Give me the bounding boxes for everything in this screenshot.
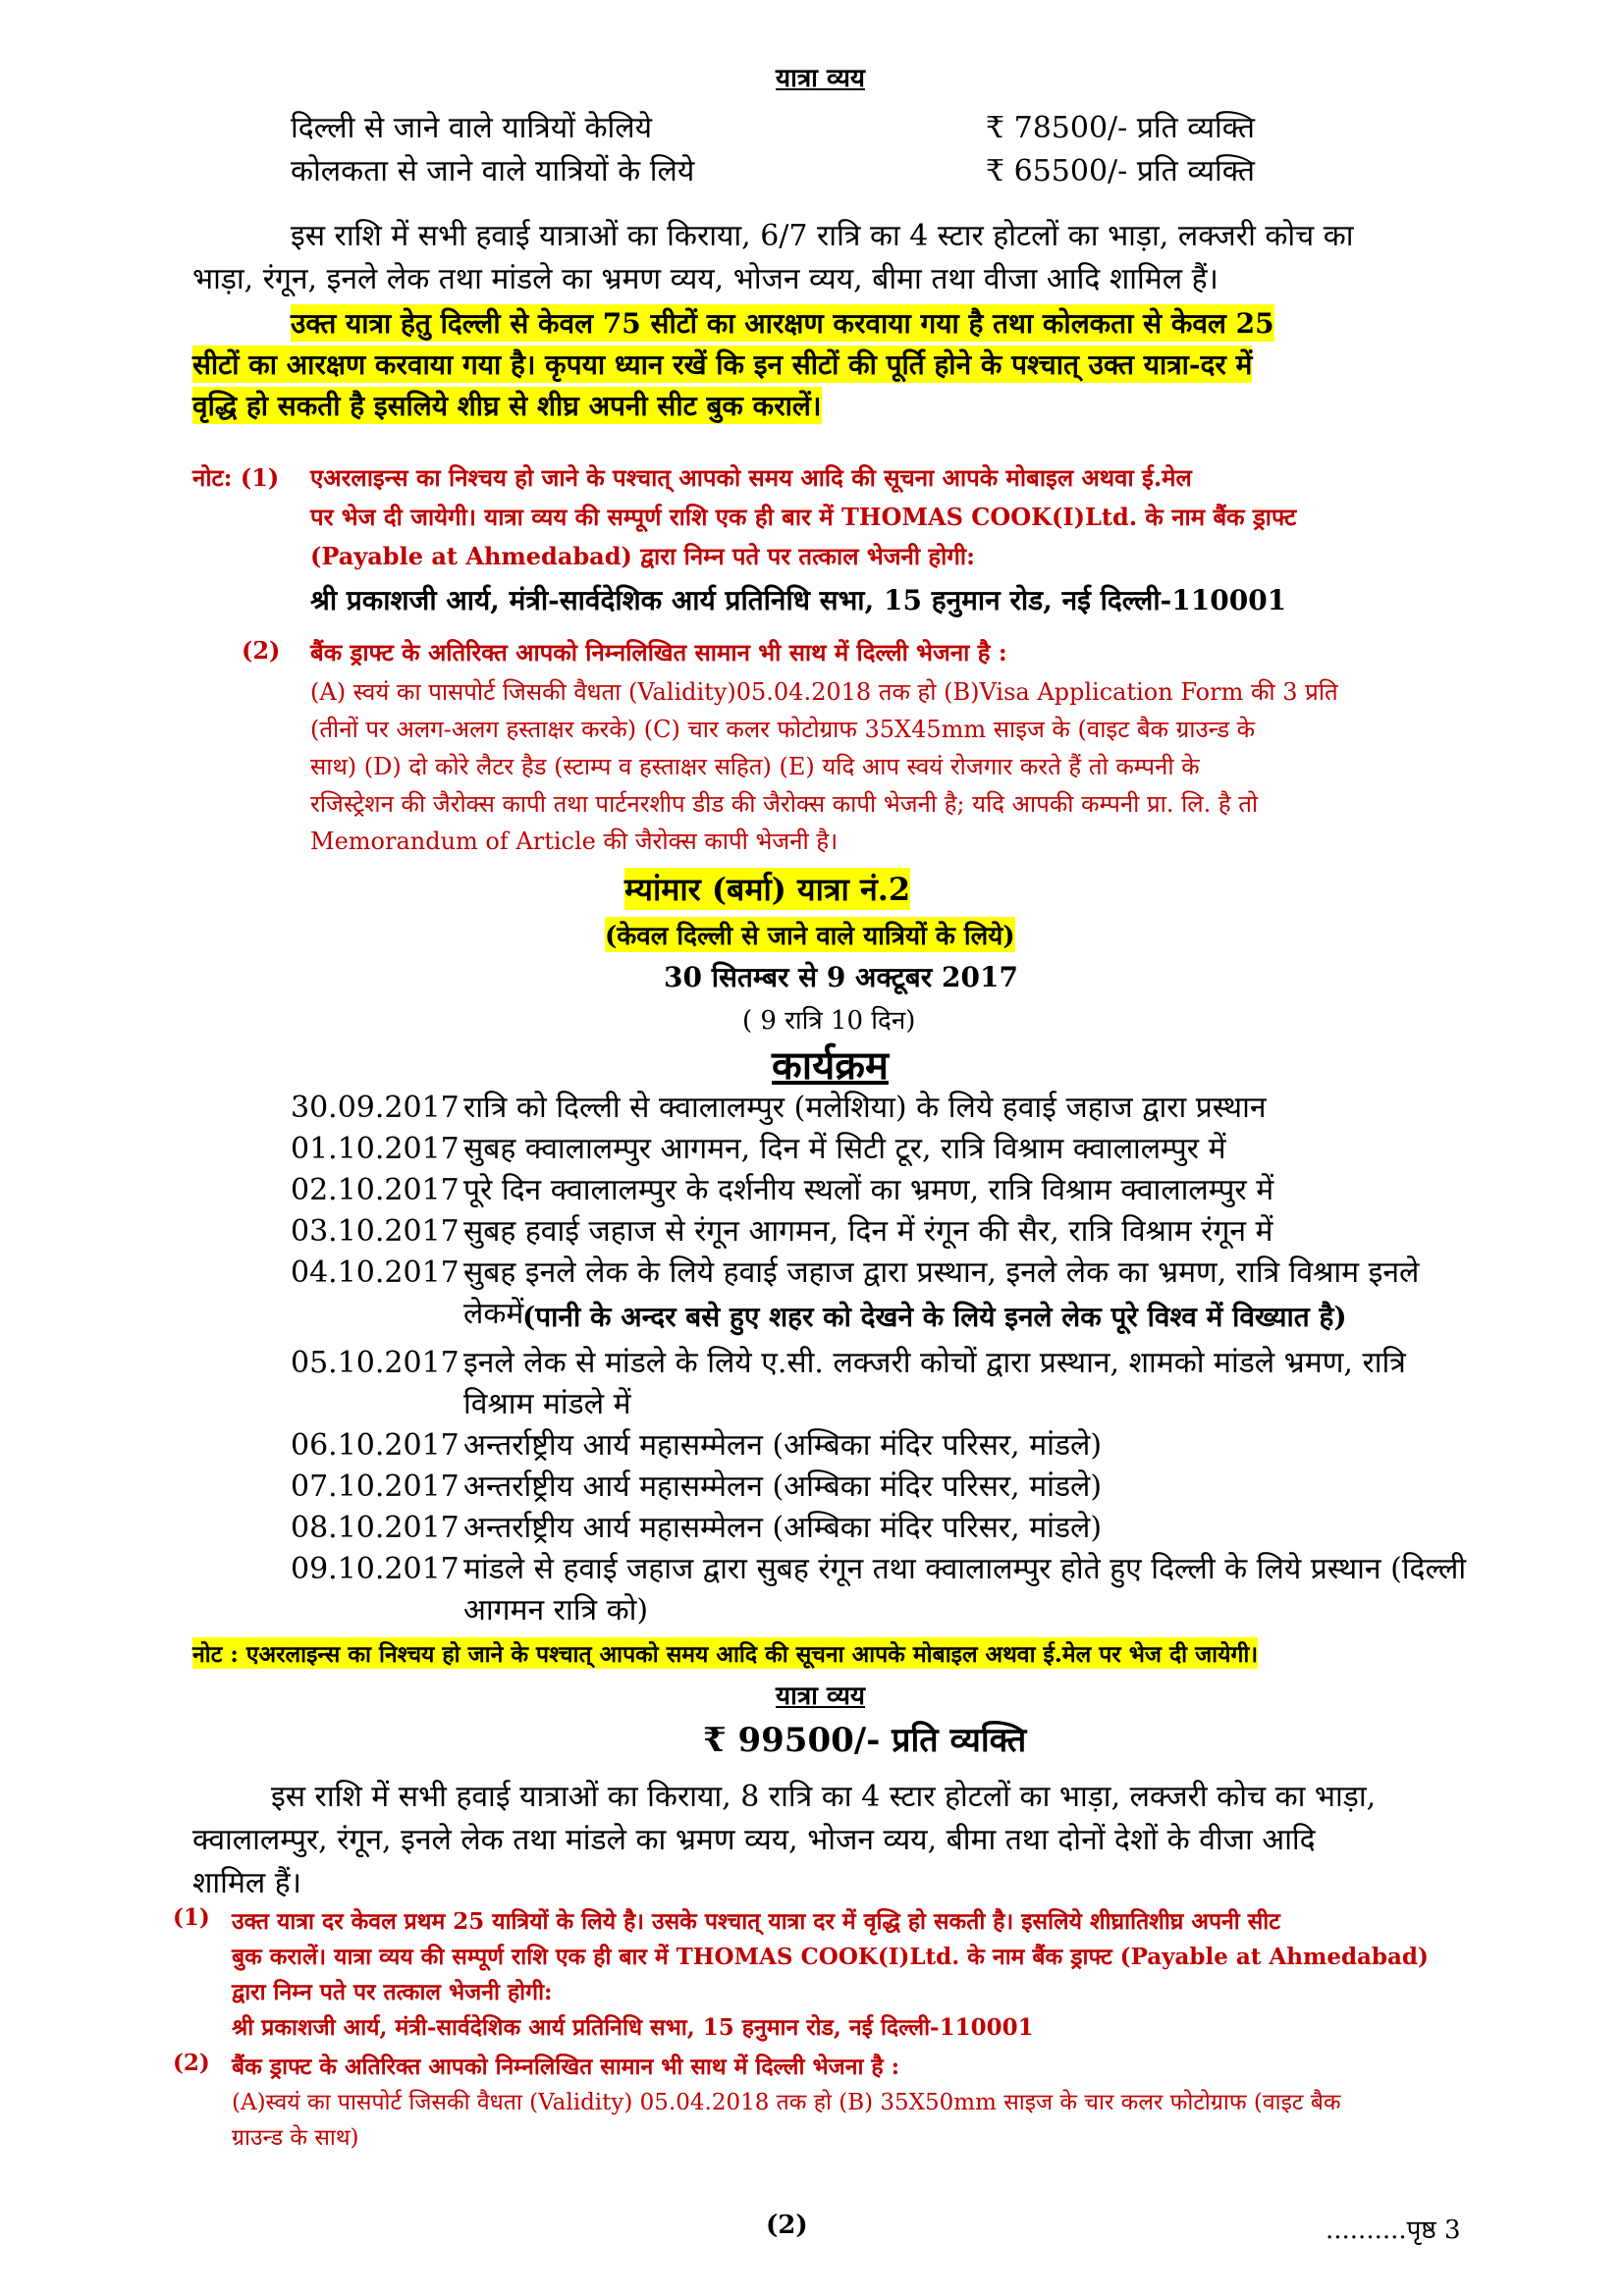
schedule-date: 02.10.2017 [291,1173,460,1207]
notes2-n1-prefix: (1) [173,1904,210,1931]
notes2-n1-line2: बुक करालें। यात्रा व्यय की सम्पूर्ण राशि एक ही बार में THOMAS COOK(I)Ltd. के नाम बैंक ड्राफ्ट (Payable at Ahmedabad) [232,1944,1429,1970]
schedule-note: (पानी के अन्दर बसे हुए शहर को देखने के लिये इनले लेक पूरे विश्व में विख्यात है) [522,1301,1347,1333]
schedule-text: अन्तर्राष्ट्रीय आर्य महासम्मेलन (अम्बिका मंदिर परिसर, मांडले) [463,1428,1103,1463]
schedule-text: सुबह क्वालालम्पुर आगमन, दिन में सिटी टूर, रात्रि विश्राम क्वालालम्पुर में [463,1132,1226,1166]
notes2-n1-line3: द्वारा निम्न पते पर तत्काल भेजनी होगी: [232,1979,553,2005]
cost-row-delhi-label: दिल्ली से जाने वाले यात्रियों केलिये [291,111,652,145]
schedule-row [291,1467,1489,1508]
cost-row-kolkata-label: कोलकता से जाने वाले यात्रियों के लिये [291,154,695,188]
schedule-text: आगमन रात्रि को) [463,1593,649,1628]
trip2-duration: ( 9 रात्रि 10 दिन) [742,1006,916,1036]
schedule-date: 03.10.2017 [291,1214,460,1249]
notes2-n2-line2: (A)स्वयं का पासपोर्ट जिसकी वैधता (Validity) 05.04.2018 तक हो (B) 35X50mm साइज के चार कलर फोटोग्राफ (वाइट बैक [232,2090,1341,2115]
cost-row-kolkata-amount: ₹ 65500/- प्रति व्यक्ति [986,154,1255,188]
schedule-text: रात्रि को दिल्ली से क्वालालम्पुर (मलेशिया) के लिये हवाई जहाज द्वारा प्रस्थान [463,1091,1267,1125]
schedule-text: अन्तर्राष्ट्रीय आर्य महासम्मेलन (अम्बिका मंदिर परिसर, मांडले) [463,1511,1103,1545]
trip2-dates: 30 सितम्बर से 9 अक्टूबर 2017 [664,961,1018,993]
schedule-date: 07.10.2017 [291,1469,460,1504]
schedule-date: 08.10.2017 [291,1511,460,1545]
schedule-date: 06.10.2017 [291,1428,460,1463]
notes2-n2-line1: बैंक ड्राफ्ट के अतिरिक्त आपको निम्नलिखित सामान भी साथ में दिल्ली भेजना है : [232,2054,900,2080]
cost2-paragraph-line1: इस राशि में सभी हवाई यात्राओं का किराया, 8 रात्रि का 4 स्टार होटलों का भाड़ा, लक्जरी कोच का भाड़ा, [271,1780,1377,1814]
cost2-paragraph-line3: शामिल हैं। [192,1866,302,1900]
schedule-date: 01.10.2017 [291,1132,460,1166]
note1-n2-line6: Memorandum of Article की जैरोक्स कापी भेजनी है। [310,828,839,855]
schedule-date: 30.09.2017 [291,1091,460,1125]
schedule-text: अन्तर्राष्ट्रीय आर्य महासम्मेलन (अम्बिका मंदिर परिसर, मांडले) [463,1469,1103,1504]
note1-n2-line5: रजिस्ट्रेशन की जैरोक्स कापी तथा पार्टनरशीप डीड की जैरोक्स कापी भेजनी है; यदि आपकी कम्पनी प्रा. लि. है तो [310,790,1259,818]
programme-heading: कार्यक्रम [772,1042,889,1089]
schedule-row [291,1590,1489,1631]
cost2-amount: ₹ 99500/- प्रति व्यक्ति [703,1721,1027,1760]
schedule-list-2 [291,1343,1489,1631]
schedule-date: 09.10.2017 [291,1552,460,1586]
note1-line3: (Payable at Ahmedabad) द्वारा निम्न पते पर तत्काल भेजनी होगी: [310,542,975,570]
notes2-n1-address: श्री प्रकाशजी आर्य, मंत्री-सार्वदेशिक आर्य प्रतिनिधि सभा, 15 हनुमान रोड, नई दिल्ली-110001 [232,2014,1034,2041]
airline-note: नोट : एअरलाइन्स का निश्चय हो जाने के पश्चात् आपको समय आदि की सूचना आपके मोबाइल अथवा ई.मेल पर भेज दी जायेगी। [192,1637,1258,1669]
note1-line1: एअरलाइन्स का निश्चय हो जाने के पश्चात् आपको समय आदि की सूचना आपके मोबाइल अथवा ई.मेल [310,463,1192,492]
schedule-text: इनले लेक से मांडले के लिये ए.सी. लक्जरी कोचों द्वारा प्रस्थान, शामको मांडले भ्रमण, रात्रि [463,1346,1406,1380]
note1-n2-line2: (A) स्वयं का पासपोर्ट जिसकी वैधता (Validity)05.04.2018 तक हो (B)Visa Application Form की 3 प्रति [310,678,1338,706]
schedule-text: विश्राम मांडले में [463,1387,631,1421]
cost-row-delhi-amount: ₹ 78500/- प्रति व्यक्ति [986,111,1255,145]
schedule-row [291,1170,1489,1211]
schedule-row [291,1508,1489,1549]
schedule-row [291,1384,1489,1425]
schedule-row [291,1129,1489,1170]
schedule-date: 04.10.2017 [291,1255,460,1290]
schedule-text: सुबह इनले लेक के लिये हवाई जहाज द्वारा प्रस्थान, इनले लेक का भ्रमण, रात्रि विश्राम इनले लेकमें [463,1255,1420,1331]
schedule-row [291,1549,1489,1590]
note1-line2: पर भेज दी जायेगी। यात्रा व्यय की सम्पूर्ण राशि एक ही बार में THOMAS COOK(I)Ltd. के नाम बैंक ड्राफ्ट [310,503,1297,531]
cost2-heading: यात्रा व्यय [776,1682,866,1711]
highlight-line1: उक्त यात्रा हेतु दिल्ली से केवल 75 सीटों का आरक्षण करवाया गया है तथा कोलकता से केवल 25 [291,304,1274,342]
schedule-text: मांडले से हवाई जहाज द्वारा सुबह रंगून तथा क्वालालम्पुर होते हुए दिल्ली के लिये प्रस्थान (दिल्ली [463,1552,1467,1586]
schedule-row [291,1211,1489,1253]
notes2-n2-prefix: (2) [173,2050,210,2076]
note1-address: श्री प्रकाशजी आर्य, मंत्री-सार्वदेशिक आर्य प्रतिनिधि सभा, 15 हनुमान रोड, नई दिल्ली-110001 [310,584,1287,616]
cost-paragraph-line1: इस राशि में सभी हवाई यात्राओं का किराया, 6/7 रात्रि का 4 स्टार होटलों का भाड़ा, लक्जरी कोच का [291,219,1354,253]
note1-n2-line1: बैंक ड्राफ्ट के अतिरिक्त आपको निम्नलिखित सामान भी साथ में दिल्ली भेजना है : [310,638,1007,667]
notes2-n1-line1: उक्त यात्रा दर केवल प्रथम 25 यात्रियों के लिये है। उसके पश्चात् यात्रा दर में वृद्धि हो सकती है। इसलिये शीघ्रातिशीघ्र अपनी सीट [232,1908,1280,1935]
trip2-subtitle: (केवल दिल्ली से जाने वाले यात्रियों के लिये) [605,917,1015,952]
trip2-title: म्यांमार (बर्मा) यात्रा नं.2 [624,868,910,910]
note1-prefix: नोट: (1) [192,463,280,492]
schedule-row [291,1088,1489,1129]
schedule-row [291,1343,1489,1384]
page-number: (2) [766,2211,808,2240]
cost-paragraph-line2: भाड़ा, रंगून, इनले लेक तथा मांडले का भ्रमण व्यय, भोजन व्यय, बीमा तथा वीजा आदि शामिल हैं। [192,262,1218,296]
schedule-row [291,1425,1489,1467]
notes2-n2-line3: ग्राउन्ड के साथ) [232,2125,359,2151]
note1-n2-line3: (तीनों पर अलग-अलग हस्ताक्षर करके) (C) चार कलर फोटोग्राफ 35X45mm साइज के (वाइट बैक ग्राउन्ड के [310,716,1256,743]
note1-n2-line4: साथ) (D) दो कोरे लैटर हैड (स्टाम्प व हस्ताक्षर सहित) (E) यदि आप स्वयं रोजगार करते हैं तो कम्पनी के [310,753,1200,780]
note1-n2-prefix: (2) [242,636,281,665]
schedule-text: सुबह हवाई जहाज से रंगून आगमन, दिन में रंगून की सैर, रात्रि विश्राम रंगून में [463,1214,1273,1249]
next-page-marker: ..........पृष्ठ 3 [1326,2216,1461,2245]
schedule-text: पूरे दिन क्वालालम्पुर के दर्शनीय स्थलों का भ्रमण, रात्रि विश्राम क्वालालम्पुर में [463,1173,1274,1207]
cost-heading: यात्रा व्यय [776,64,866,93]
schedule-date: 05.10.2017 [291,1346,460,1380]
highlight-line3: वृद्धि हो सकती है इसलिये शीघ्र से शीघ्र अपनी सीट बुक करालें। [192,387,822,424]
schedule-date [291,1384,463,1425]
schedule-date [291,1590,463,1631]
cost2-paragraph-line2: क्वालालम्पुर, रंगून, इनले लेक तथा मांडले का भ्रमण व्यय, भोजन व्यय, बीमा तथा दोनों देशों के वीजा आदि [192,1823,1316,1857]
highlight-line2: सीटों का आरक्षण करवाया गया है। कृपया ध्यान रखें कि इन सीटों की पूर्ति होने के पश्चात् उक्त यात्रा-दर में [192,346,1252,383]
